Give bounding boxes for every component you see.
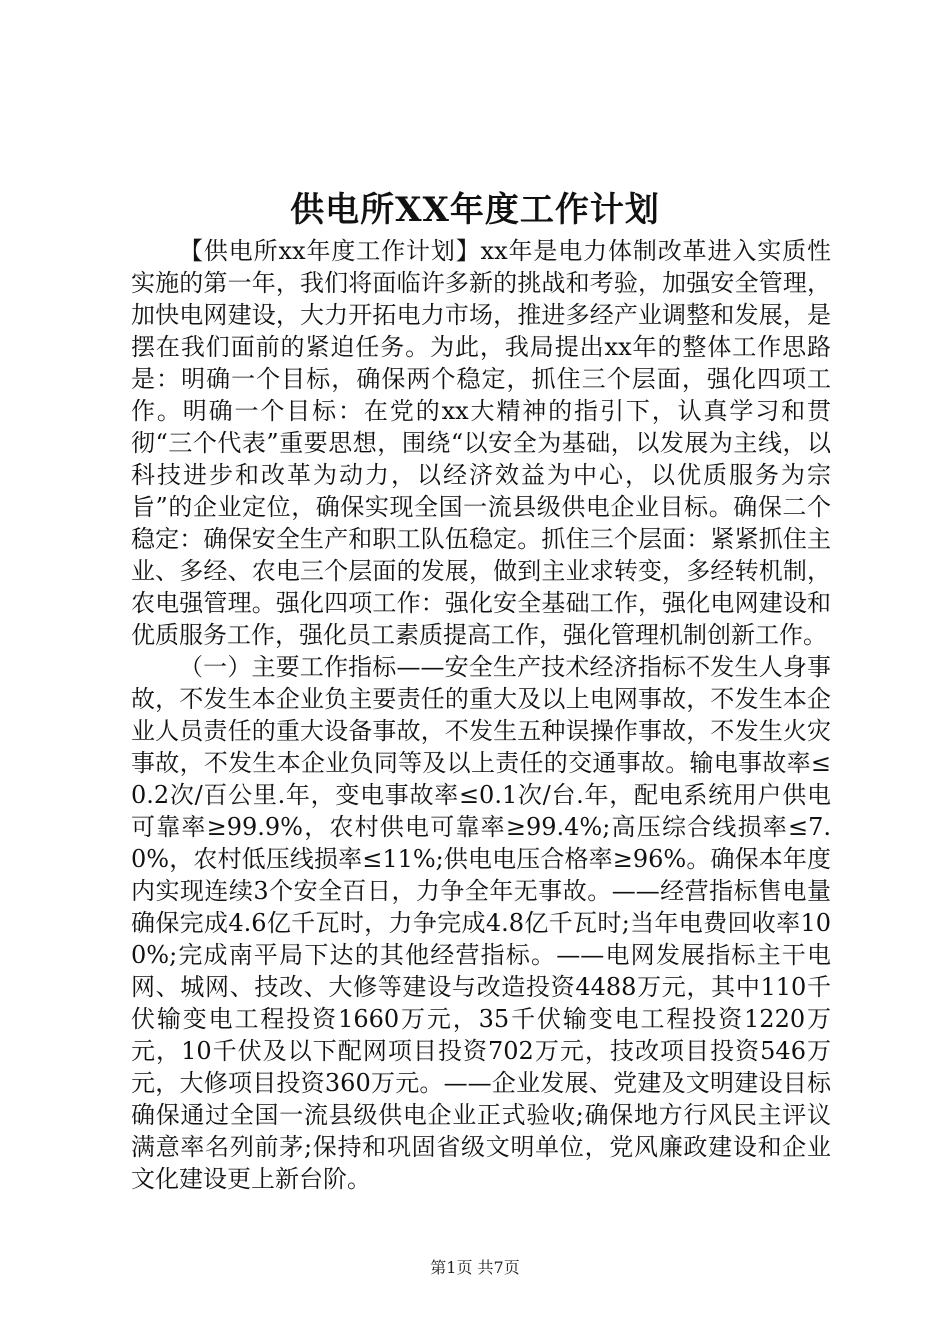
page-title: 供电所XX年度工作计划	[290, 190, 660, 230]
paragraph-intro: 【供电所xx年度工作计划】xx年是电力体制改革进入实质性实施的第一年，我们将面临许多新的挑战和考验，加强安全管理，加快电网建设，大力开拓电力市场，推进多经产业调整和发展，是摆在我们面前的紧迫任务。为此，我局提出xx年的整体工作思路是：明确一个目标，确保两个稳定，抓住三个层面，强化四项工作。明确一个目标：在党的xx大精神的指引下，认真学习和贯彻“三个代表”重要思想，围绕“以安全为基础，以发展为主线，以科技进步和改革为动力，以经济效益为中心，以优质服务为宗旨”的企业定位，确保实现全国一流县级供电企业目标。确保二个稳定：确保安全生产和职工队伍稳定。抓住三个层面：紧紧抓住主业、多经、农电三个层面的发展，做到主业求转变，多经转机制，农电强管理。强化四项工作：强化安全基础工作，强化电网建设和优质服务工作，强化员工素质提高工作，强化管理机制创新工作。	[131, 237, 831, 649]
page-number-footer: 第1页 共7页	[430, 1258, 520, 1277]
document-body	[131, 235, 831, 1195]
paragraph-main-indicators: （一）主要工作指标——安全生产技术经济指标不发生人身事故，不发生本企业负主要责任的重大及以上电网事故，不发生本企业人员责任的重大设备事故，不发生五种误操作事故，不发生火灾事故，不发生本企业负同等及以上责任的交通事故。输电事故率≤0.2次/百公里.年，变电事故率≤0.1次/台.年，配电系统用户供电可靠率≥99.9%，农村供电可靠率≥99.4%;高压综合线损率≤7.0%，农村低压线损率≤11%;供电电压合格率≥96%。确保本年度内实现连续3个安全百日，力争全年无事故。——经营指标售电量确保完成4.6亿千瓦时，力争完成4.8亿千瓦时;当年电费回收率100%;完成南平局下达的其他经营指标。——电网发展指标主干电网、城网、技改、大修等建设与改造投资4488万元，其中110千伏输变电工程投资1660万元，35千伏输变电工程投资1220万元，10千伏及以下配网项目投资702万元，技改项目投资546万元，大修项目投资360万元。——企业发展、党建及文明建设目标确保通过全国一流县级供电企业正式验收;确保地方行风民主评议满意率名列前茅;保持和巩固省级文明单位，党风廉政建设和企业文化建设更上新台阶。	[131, 653, 831, 1193]
